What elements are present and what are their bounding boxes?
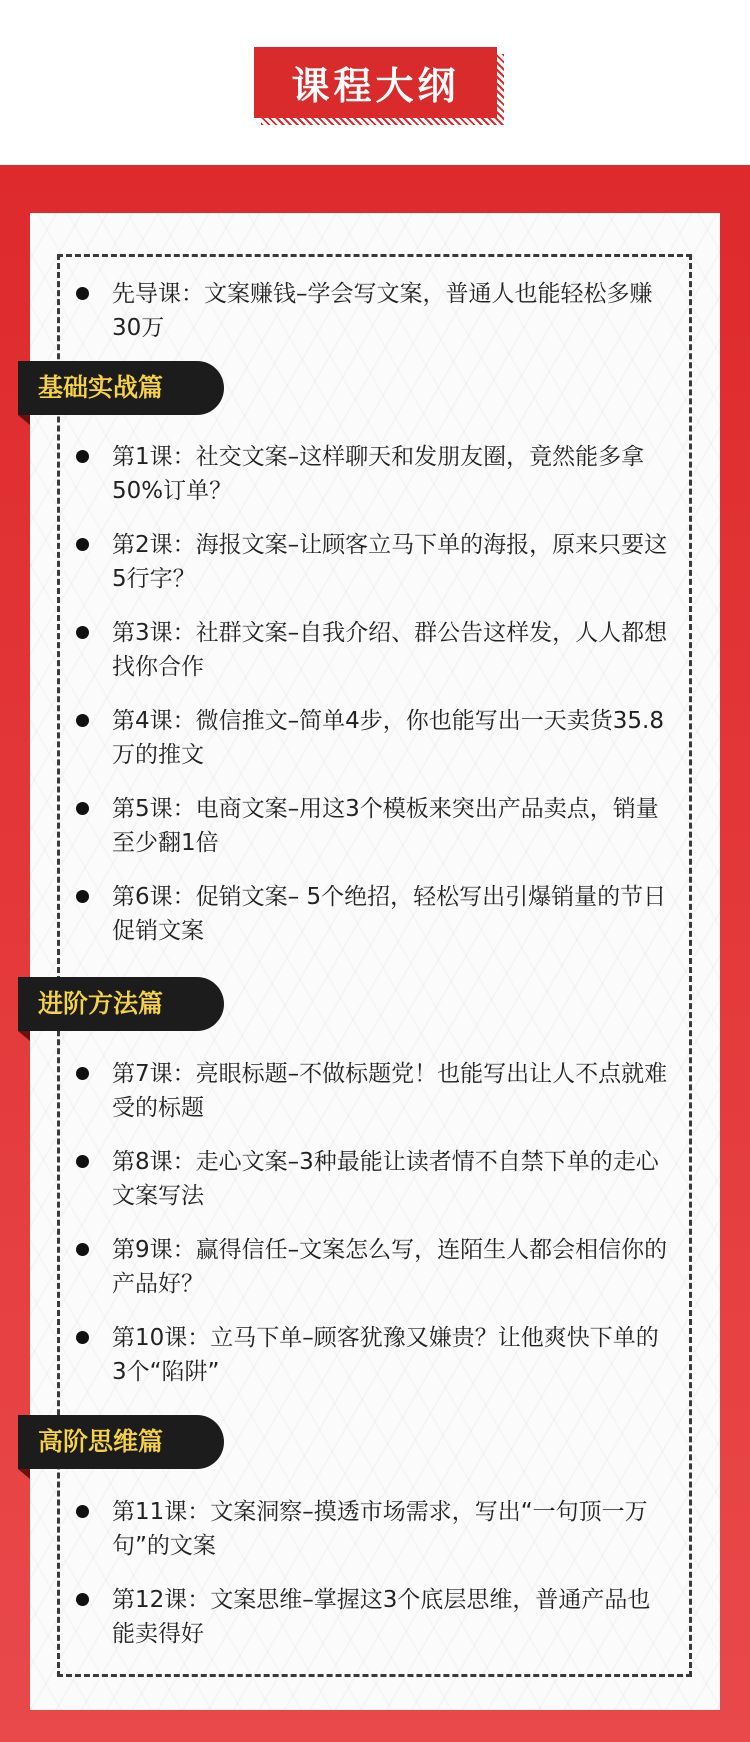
- bullet-icon: [76, 450, 89, 463]
- lesson-item: 第9课：赢得信任–文案怎么写，连陌生人都会相信你的产品好？: [112, 1237, 668, 1297]
- bullet-icon: [76, 287, 89, 300]
- bullet-icon: [76, 1593, 89, 1606]
- lesson-item: 第4课：微信推文–简单4步，你也能写出一天卖货35.8万的推文: [112, 708, 664, 768]
- lesson-item: 第1课：社交文案–这样聊天和发朋友圈，竟然能多拿50%订单？: [112, 444, 645, 504]
- section-tag-expert: 高阶思维篇: [18, 1415, 224, 1469]
- page-title: 课程大纲: [254, 47, 497, 118]
- bullet-icon: [76, 1243, 89, 1256]
- lesson-item: 第12课：文案思维–掌握这3个底层思维，普通产品也能卖得好: [112, 1587, 651, 1647]
- lesson-item: 第8课：走心文案–3种最能让读者情不自禁下单的走心文案写法: [112, 1149, 659, 1209]
- lesson-item: 第6课：促销文案– 5个绝招，轻松写出引爆销量的节日促销文案: [112, 884, 667, 944]
- bullet-icon: [76, 890, 89, 903]
- bullet-icon: [76, 1331, 89, 1344]
- bullet-icon: [76, 1067, 89, 1080]
- section-tag-basic: 基础实战篇: [18, 361, 224, 415]
- intro-lesson: 先导课：文案赚钱–学会写文案，普通人也能轻松多赚30万: [112, 281, 653, 341]
- lesson-item: 第3课：社群文案–自我介绍、群公告这样发，人人都想找你合作: [112, 620, 668, 680]
- lesson-item: 第11课：文案洞察–摸透市场需求，写出“一句顶一万句”的文案: [112, 1499, 648, 1559]
- lesson-item: 第7课：亮眼标题–不做标题党！也能写出让人不点就难受的标题: [112, 1061, 668, 1121]
- header: [0, 0, 750, 165]
- bullet-icon: [76, 1505, 89, 1518]
- bullet-icon: [76, 1155, 89, 1168]
- lesson-item: 第10课：立马下单–顾客犹豫又嫌贵？让他爽快下单的3个“陷阱”: [112, 1325, 659, 1385]
- bullet-icon: [76, 802, 89, 815]
- lesson-item: 第2课：海报文案–让顾客立马下单的海报，原来只要这5行字？: [112, 532, 668, 592]
- lesson-item: 第5课：电商文案–用这3个模板来突出产品卖点，销量至少翻1倍: [112, 796, 659, 856]
- section-tag-advanced: 进阶方法篇: [18, 977, 224, 1031]
- bullet-icon: [76, 626, 89, 639]
- bullet-icon: [76, 714, 89, 727]
- bullet-icon: [76, 538, 89, 551]
